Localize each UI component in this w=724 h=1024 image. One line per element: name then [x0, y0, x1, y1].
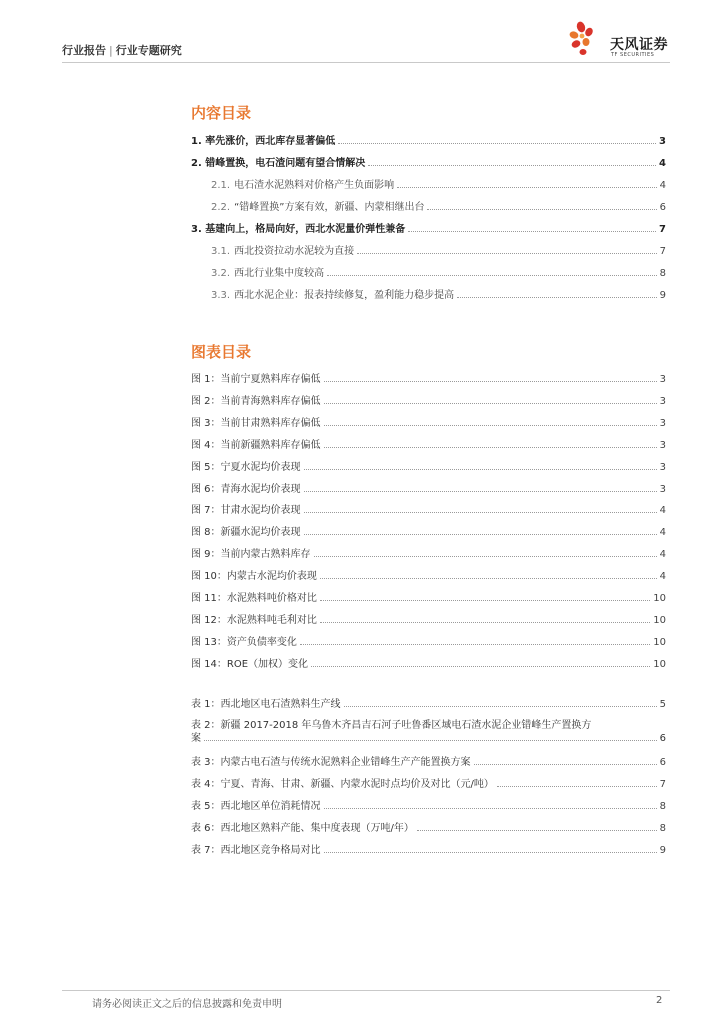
- table-item-page: 8: [659, 823, 666, 834]
- figure-item[interactable]: [191, 500, 666, 516]
- table-item-page: 5: [659, 699, 666, 710]
- figure-item-label: 图 7：甘肃水泥均价表现: [191, 505, 301, 516]
- toc-leader: [497, 786, 657, 787]
- toc-leader: [368, 165, 656, 166]
- table-item-label: 表 2：新疆 2017-2018 年乌鲁木齐昌吉石河子吐鲁番区域电石渣水泥企业错峰生产置换方: [191, 720, 592, 731]
- table-item[interactable]: [191, 774, 666, 790]
- figure-item-page: 3: [659, 440, 666, 451]
- figure-item-label: 图 10：内蒙古水泥均价表现: [191, 571, 317, 582]
- toc-leader: [304, 512, 657, 513]
- toc-item[interactable]: [191, 153, 666, 169]
- figure-item-label: 图 9：当前内蒙古熟料库存: [191, 549, 311, 560]
- toc-subitem-number: 2.1.: [211, 180, 231, 191]
- toc-leader: [324, 447, 657, 448]
- toc-leader: [324, 403, 657, 404]
- toc-leader: [417, 830, 657, 831]
- figure-item-page: 3: [659, 396, 666, 407]
- table-item[interactable]: [191, 840, 666, 856]
- figure-item[interactable]: [191, 369, 666, 385]
- figure-item-label: 图 12：水泥熟料吨毛利对比: [191, 615, 317, 626]
- toc-leader: [324, 425, 657, 426]
- figure-item-page: 4: [659, 549, 666, 560]
- figure-item[interactable]: [191, 457, 666, 473]
- figure-item[interactable]: [191, 435, 666, 451]
- figure-item-page: 3: [659, 462, 666, 473]
- toc-item[interactable]: [191, 131, 666, 147]
- table-item-page: 6: [659, 733, 666, 744]
- toc-subitem[interactable]: [211, 285, 666, 301]
- toc-subitem-label: 西北水泥企业：报表持续修复，盈利能力稳步提高: [234, 290, 455, 301]
- header-category: 行业报告: [62, 44, 106, 57]
- table-item-page: 8: [659, 801, 666, 812]
- toc-item-page: 7: [659, 224, 666, 235]
- toc-subitem[interactable]: [211, 175, 666, 191]
- page-header: [0, 0, 724, 68]
- figure-item-label: 图 13：资产负债率变化: [191, 637, 297, 648]
- table-item[interactable]: [191, 694, 666, 710]
- toc-leader: [327, 275, 657, 276]
- toc-subitem-label: 电石渣水泥熟料对价格产生负面影响: [234, 180, 395, 191]
- footer-disclaimer: 请务必阅读正文之后的信息披露和免责申明: [92, 999, 282, 1010]
- figure-item-label: 图 6：青海水泥均价表现: [191, 484, 301, 495]
- figure-item-page: 10: [653, 637, 666, 648]
- toc-subitem-number: 3.1.: [211, 246, 231, 257]
- toc-item-page: 9: [659, 290, 666, 301]
- table-item[interactable]: [191, 716, 666, 744]
- toc-subitem[interactable]: [211, 263, 666, 279]
- figure-item[interactable]: [191, 413, 666, 429]
- toc-leader: [408, 231, 656, 232]
- table-item-label: 表 5：西北地区单位消耗情况: [191, 801, 321, 812]
- figure-item-label: 图 8：新疆水泥均价表现: [191, 527, 301, 538]
- logo-chinese-name: 天风证券: [610, 37, 668, 53]
- figure-item-page: 3: [659, 374, 666, 385]
- figure-item-page: 4: [659, 571, 666, 582]
- figure-item-label: 图 5：宁夏水泥均价表现: [191, 462, 301, 473]
- toc-leader: [344, 706, 657, 707]
- toc-leader: [304, 469, 657, 470]
- toc-item-label: 3. 基建向上，格局向好，西北水泥量价弹性兼备: [191, 224, 406, 235]
- table-item-label: 表 1：西北地区电石渣熟料生产线: [191, 699, 341, 710]
- footer-divider: [62, 990, 670, 991]
- figure-item-label: 图 3：当前甘肃熟料库存偏低: [191, 418, 321, 429]
- toc-leader: [314, 556, 657, 557]
- footer-page-number: 2: [656, 995, 663, 1006]
- figure-item-page: 10: [653, 659, 666, 670]
- figure-item[interactable]: [191, 544, 666, 560]
- figure-item-label: 图 4：当前新疆熟料库存偏低: [191, 440, 321, 451]
- header-subcategory: 行业专题研究: [115, 44, 182, 57]
- toc-leader: [304, 534, 657, 535]
- toc-leader: [324, 381, 657, 382]
- table-item-label: 表 6：西北地区熟料产能、集中度表现（万吨/年）: [191, 823, 414, 834]
- toc-subitem-label: “错峰置换”方案有效，新疆、内蒙相继出台: [234, 202, 425, 213]
- toc-leader: [320, 578, 657, 579]
- toc-item-page: 4: [659, 180, 666, 191]
- toc-item-label: 2. 错峰置换，电石渣问题有望合情解决: [191, 158, 366, 169]
- header-divider: [62, 62, 670, 63]
- toc-leader: [320, 622, 650, 623]
- figure-item-page: 4: [659, 527, 666, 538]
- toc-leader: [324, 808, 657, 809]
- table-item[interactable]: [191, 796, 666, 812]
- figure-item[interactable]: [191, 588, 666, 604]
- table-item-page: 9: [659, 845, 666, 856]
- toc-leader: [474, 764, 657, 765]
- table-item-label: 表 4：宁夏、青海、甘肃、新疆、内蒙水泥时点均价及对比（元/吨）: [191, 779, 494, 790]
- figure-item-page: 10: [653, 593, 666, 604]
- table-item[interactable]: [191, 818, 666, 834]
- table-item-label: 表 7：西北地区竞争格局对比: [191, 845, 321, 856]
- figure-item[interactable]: [191, 632, 666, 648]
- figure-item[interactable]: [191, 522, 666, 538]
- toc-subitem-label: 西北投资拉动水泥较为直接: [234, 246, 355, 257]
- figure-item-label: 图 1：当前宁夏熟料库存偏低: [191, 374, 321, 385]
- toc-item-page: 4: [659, 158, 666, 169]
- figure-item-page: 3: [659, 418, 666, 429]
- contents-title: 内容目录: [191, 104, 252, 122]
- toc-leader: [320, 600, 650, 601]
- toc-subitem-number: 3.3.: [211, 290, 231, 301]
- toc-item-page: 3: [659, 136, 666, 147]
- toc-item-label: 1. 率先涨价，西北库存显著偏低: [191, 136, 336, 147]
- toc-item[interactable]: [191, 219, 666, 235]
- toc-leader: [304, 491, 657, 492]
- figure-item-label: 图 2：当前青海熟料库存偏低: [191, 396, 321, 407]
- toc-leader: [397, 187, 657, 188]
- header-separator: |: [109, 44, 113, 57]
- figure-item-page: 10: [653, 615, 666, 626]
- figure-item[interactable]: [191, 654, 666, 670]
- toc-subitem-number: 3.2.: [211, 268, 231, 279]
- table-item-label-continued: 案: [191, 733, 201, 744]
- table-item-page: 6: [659, 757, 666, 768]
- header-breadcrumb: [62, 42, 182, 58]
- figure-item-label: 图 14：ROE（加权）变化: [191, 659, 309, 670]
- figure-item-page: 4: [659, 505, 666, 516]
- figure-item[interactable]: [191, 391, 666, 407]
- toc-item-page: 8: [659, 268, 666, 279]
- toc-leader: [300, 644, 650, 645]
- table-item-page: 7: [659, 779, 666, 790]
- table-item-label: 表 3：内蒙古电石渣与传统水泥熟料企业错峰生产产能置换方案: [191, 757, 471, 768]
- figure-item-page: 3: [659, 484, 666, 495]
- toc-item-page: 7: [659, 246, 666, 257]
- toc-leader: [324, 852, 657, 853]
- figures-title: 图表目录: [191, 343, 252, 361]
- figure-item-label: 图 11：水泥熟料吨价格对比: [191, 593, 317, 604]
- company-logo: [567, 18, 677, 62]
- figure-item[interactable]: [191, 566, 666, 582]
- toc-leader: [311, 666, 650, 667]
- figure-item[interactable]: [191, 610, 666, 626]
- logo-flower-icon: [567, 18, 609, 60]
- toc-subitem[interactable]: [211, 197, 666, 213]
- figure-item[interactable]: [191, 479, 666, 495]
- toc-subitem[interactable]: [211, 241, 666, 257]
- toc-leader: [457, 297, 657, 298]
- toc-leader: [204, 740, 657, 741]
- logo-english-name: TF SECURITIES: [611, 52, 655, 58]
- toc-subitem-label: 西北行业集中度较高: [234, 268, 325, 279]
- toc-item-page: 6: [659, 202, 666, 213]
- toc-leader: [338, 143, 656, 144]
- toc-subitem-number: 2.2.: [211, 202, 231, 213]
- toc-leader: [357, 253, 657, 254]
- table-item[interactable]: [191, 752, 666, 768]
- toc-leader: [427, 209, 656, 210]
